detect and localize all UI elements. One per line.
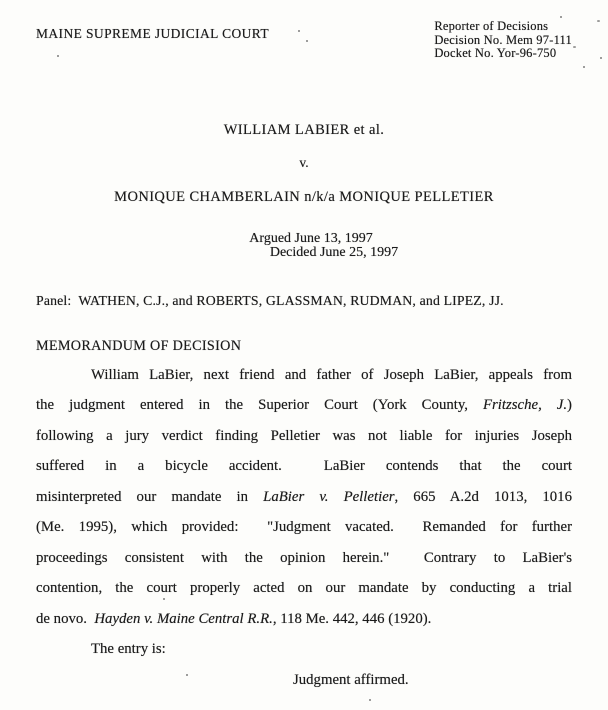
case-citation: LaBier v. Pelletier [263,488,395,505]
body-line [36,512,572,543]
body-text: proceedings consistent with the opinion herein." Contrary to LaBier's [36,549,572,566]
case-caption [36,122,572,205]
scan-speck [600,57,602,59]
case-citation: Fritzsche, J. [483,397,568,413]
section-heading: MEMORANDUM OF DECISION [36,337,242,354]
body-text: ) [567,397,572,413]
body-line [36,360,572,391]
scan-speck [163,598,165,600]
body-text: , 118 Me. 442, 446 (1920). [272,610,432,627]
body-line [36,604,572,635]
scan-speck [186,674,188,676]
case-citation: Hayden v. Maine Central R.R. [94,610,273,627]
body-text: de novo. [36,610,95,627]
body-text: the judgment entered in the Superior Court (York County, [36,397,483,413]
reporter-block [434,20,572,61]
scan-speck [57,55,59,57]
body-line [36,482,572,513]
entry-text: Judgment affirmed. [293,671,409,688]
scan-speck [573,46,576,48]
docket-number: Docket No. Yor-96-750 [434,46,557,60]
scan-speck [298,30,300,32]
body-line [36,543,572,574]
body-line [36,573,572,604]
versus-label: v. [299,154,309,170]
court-name: MAINE SUPREME JUDICIAL COURT [36,26,270,41]
body-text: (Me. 1995), which provided: "Judgment vacated. Remanded for further [36,519,572,535]
panel-line: Panel: WATHEN, C.J., and ROBERTS, GLASSMAN, RUDMAN, and LIPEZ, JJ. [36,292,504,308]
reporter-line: Reporter of Decisions [434,19,549,33]
body-text: contention, the court properly acted on our mandate by conducting a trial [36,580,572,596]
body-text: , 665 A.2d 1013, 1016 [394,488,572,505]
scan-speck [369,699,371,701]
body-text: following a jury verdict finding Pelletier was not liable for injuries Joseph [36,427,572,444]
body-text: suffered in a bicycle accident. LaBier contends that the court [36,458,572,474]
body-text: William LaBier, next friend and father of Joseph LaBier, appeals from [91,366,572,383]
plaintiff-name: WILLIAM LABIER et al. [223,121,385,138]
opinion-paragraph [36,360,572,635]
defendant-name: MONIQUE CHAMBERLAIN n/k/a MONIQUE PELLETIER [114,188,494,205]
decision-number: Decision No. Mem 97-111 [434,32,572,47]
decided-date: Decided June 25, 1997 [269,245,399,260]
entry-label: The entry is: [91,641,166,657]
argument-dates [36,232,572,261]
scan-speck [306,40,308,42]
body-line [36,390,572,421]
body-text: misinterpreted our mandate in [36,488,264,505]
scan-speck [583,66,585,68]
scan-speck [560,16,562,18]
argued-date: Argued June 13, 1997 [249,230,373,246]
body-line [36,421,572,452]
document-header [36,20,572,61]
scan-speck [597,20,600,22]
body-line [36,451,572,482]
